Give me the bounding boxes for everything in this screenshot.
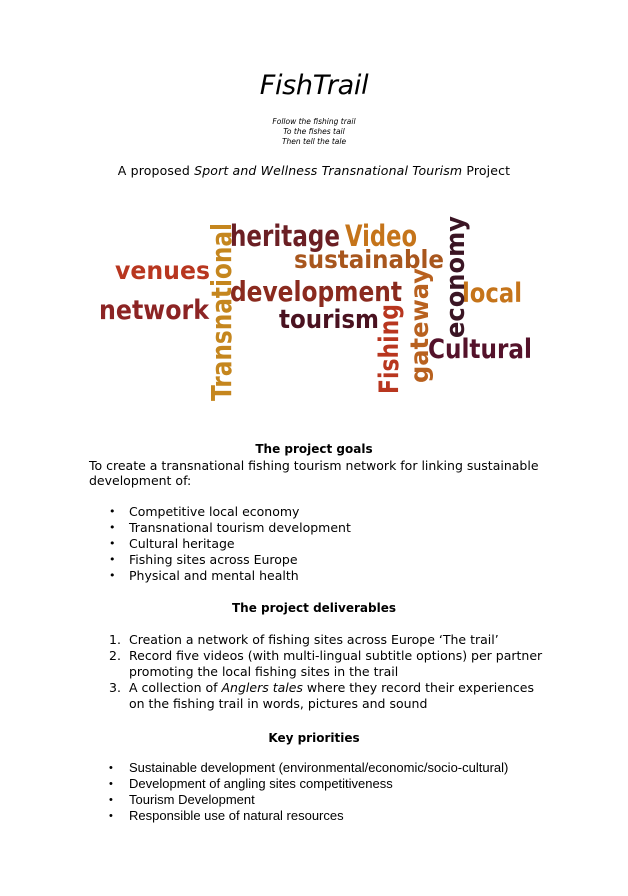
list-item: • Fishing sites across Europe bbox=[129, 552, 351, 568]
deliverables-heading: The project deliverables bbox=[232, 601, 396, 615]
cloud-word-development: development bbox=[230, 275, 402, 308]
cloud-word-transnational: Transnational bbox=[205, 186, 238, 401]
list-item: • Sustainable development (environmental/economic/socio-cultural) bbox=[129, 760, 508, 776]
cloud-word-heritage: heritage bbox=[230, 219, 340, 253]
list-text-suffix: where they record their experiences on the fishing trail in words, pictures and sound bbox=[129, 680, 534, 711]
list-item: • Physical and mental health bbox=[129, 568, 351, 584]
tagline-line-3: Then tell the tale bbox=[281, 137, 347, 146]
cloud-word-fishing: Fishing bbox=[374, 283, 405, 394]
document-title: FishTrail bbox=[259, 70, 369, 101]
cloud-word-local: local bbox=[462, 278, 522, 309]
list-item: • Competitive local economy bbox=[129, 504, 351, 520]
subtitle-emphasis-1: Sport and Wellness bbox=[194, 163, 318, 178]
subtitle-suffix: Project bbox=[462, 163, 511, 178]
tagline-line-2: To the fishes tail bbox=[283, 127, 345, 136]
list-number: 1. bbox=[109, 632, 121, 647]
goals-heading: The project goals bbox=[255, 442, 373, 456]
list-text-prefix: A collection of bbox=[129, 680, 222, 695]
word-cloud bbox=[0, 0, 628, 420]
priorities-list bbox=[129, 760, 508, 824]
cloud-word-cultural: Cultural bbox=[428, 334, 532, 365]
goals-list bbox=[129, 504, 351, 584]
cloud-word-venues: venues bbox=[115, 256, 210, 285]
list-item: • Development of angling sites competitiveness bbox=[129, 776, 508, 792]
priorities-heading: Key priorities bbox=[268, 731, 360, 745]
list-number: 2. bbox=[109, 648, 121, 663]
list-item: • Transnational tourism development bbox=[129, 520, 351, 536]
goals-intro: To create a transnational fishing tourism network for linking sustainable development of: bbox=[89, 458, 539, 488]
subtitle-prefix: A proposed bbox=[117, 163, 195, 178]
subtitle-emphasis-2: Transnational Tourism bbox=[321, 163, 463, 178]
list-text-emphasis: Anglers tales bbox=[221, 680, 303, 695]
tagline-line-1: Follow the fishing trail bbox=[272, 117, 356, 126]
cloud-word-network: network bbox=[99, 295, 210, 326]
list-number: 3. bbox=[109, 680, 121, 695]
list-text: Creation a network of fishing sites across Europe ‘The trail’ bbox=[129, 632, 499, 647]
list-text: Record five videos (with multi-lingual subtitle options) per partner promoting the local fishing sites in the trail bbox=[129, 648, 543, 679]
list-item: • Cultural heritage bbox=[129, 536, 351, 552]
list-item bbox=[109, 632, 549, 648]
list-item: • Tourism Development bbox=[129, 792, 508, 808]
cloud-word-economy: economy bbox=[441, 206, 471, 338]
list-item bbox=[109, 680, 549, 712]
cloud-word-video: Video bbox=[345, 219, 417, 253]
deliverables-list bbox=[109, 632, 549, 712]
cloud-word-gateway: gateway bbox=[405, 263, 434, 383]
cloud-word-tourism: tourism bbox=[279, 305, 379, 335]
list-item: • Responsible use of natural resources bbox=[129, 808, 508, 824]
list-item bbox=[109, 648, 549, 680]
cloud-word-sustainable: sustainable bbox=[294, 245, 444, 274]
